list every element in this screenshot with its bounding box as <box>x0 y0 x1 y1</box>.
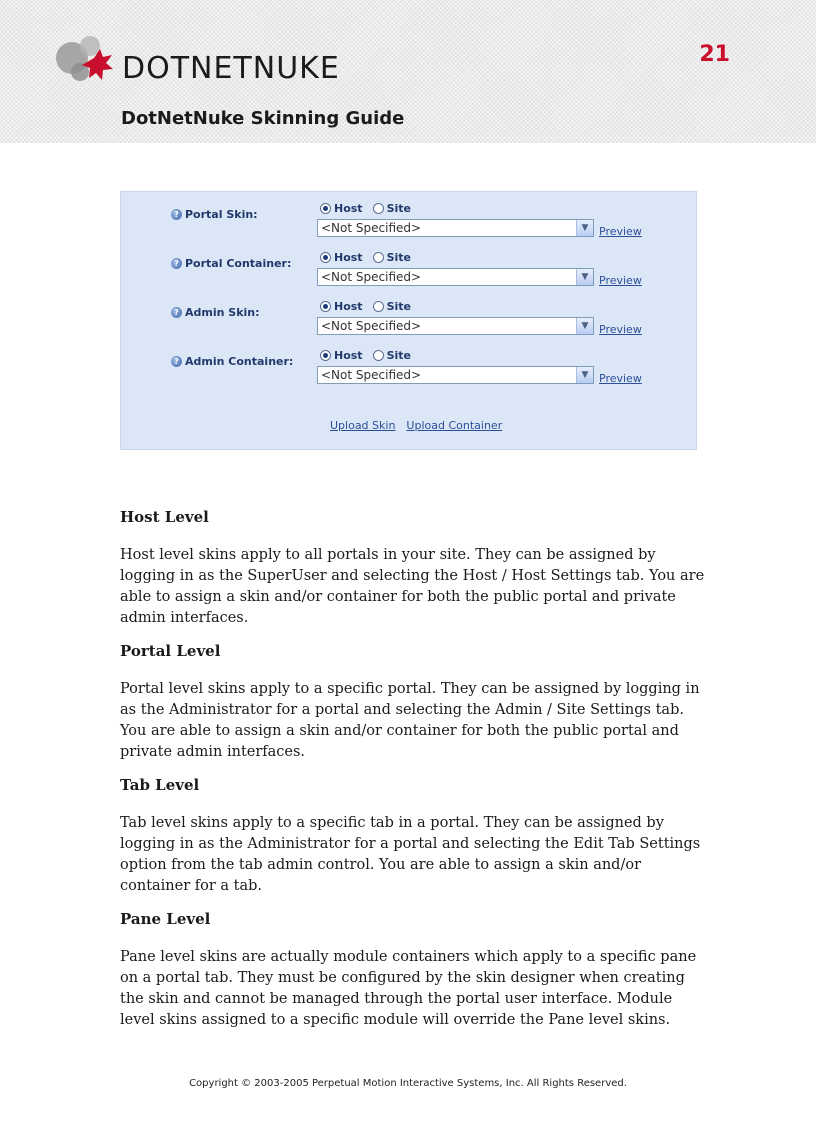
radio-site[interactable]: Site <box>373 202 411 215</box>
admin-container-select[interactable]: <Not Specified> ▼ <box>317 366 594 384</box>
section-paragraph: Host level skins apply to all portals in your site. They can be assigned by logging in as the SuperUser and selecting the Host / Host Settings tab. You are able to assign a skin and/or container for both the public portal and private admin interfaces. <box>120 547 705 626</box>
chevron-down-icon[interactable]: ▼ <box>576 367 593 383</box>
section-heading: Host Level <box>120 508 209 526</box>
dotnetnuke-logo-icon <box>50 28 120 90</box>
skin-settings-panel <box>120 191 697 450</box>
section-heading: Portal Level <box>120 642 221 660</box>
radio-button[interactable] <box>373 252 384 263</box>
radio-site[interactable]: Site <box>373 251 411 264</box>
upload-skin-link[interactable]: Upload Skin <box>330 419 396 432</box>
scope-radio-group <box>320 300 411 313</box>
admin-skin-select[interactable]: <Not Specified> ▼ <box>317 317 594 335</box>
scope-radio-group <box>320 202 411 215</box>
page-number: 21 <box>699 42 730 67</box>
radio-button[interactable] <box>320 301 331 312</box>
section-paragraph: Portal level skins apply to a specific portal. They can be assigned by logging in as the Administrator for a portal and selecting the Admin / Site Settings tab. You are able to assign a skin and/or container for both the public portal and private admin interfaces. <box>120 681 700 760</box>
settings-row-portal-container <box>121 241 696 287</box>
row-label: Admin Skin: <box>185 306 260 319</box>
radio-host[interactable]: Host <box>320 202 363 215</box>
chevron-down-icon[interactable]: ▼ <box>576 220 593 236</box>
radio-host[interactable]: Host <box>320 349 363 362</box>
row-label: Portal Container: <box>185 257 292 270</box>
radio-button[interactable] <box>320 252 331 263</box>
chevron-down-icon[interactable]: ▼ <box>576 269 593 285</box>
radio-host[interactable]: Host <box>320 300 363 313</box>
help-icon[interactable]: ? <box>171 356 182 367</box>
radio-site[interactable]: Site <box>373 300 411 313</box>
scope-radio-group <box>320 251 411 264</box>
settings-row-portal-skin <box>121 192 696 238</box>
page-header <box>0 0 816 143</box>
guide-title: DotNetNuke Skinning Guide <box>121 108 405 129</box>
radio-button[interactable] <box>320 203 331 214</box>
row-label: Portal Skin: <box>185 208 258 221</box>
section-paragraph: Pane level skins are actually module containers which apply to a specific pane on a portal tab. They must be configured by the skin designer when creating the skin and cannot be managed through the portal user interface. Module level skins assigned to a specific module will override the Pane level skins. <box>120 949 697 1028</box>
chevron-down-icon[interactable]: ▼ <box>576 318 593 334</box>
help-icon[interactable]: ? <box>171 258 182 269</box>
portal-container-select[interactable]: <Not Specified> ▼ <box>317 268 594 286</box>
section-heading: Pane Level <box>120 910 211 928</box>
section-paragraph: Tab level skins apply to a specific tab in a portal. They can be assigned by logging in as the Administrator for a portal and selecting the Edit Tab Settings option from the tab admin control. You are able to assign a skin and/or container for a tab. <box>120 815 701 894</box>
radio-host[interactable]: Host <box>320 251 363 264</box>
radio-site[interactable]: Site <box>373 349 411 362</box>
settings-row-admin-container <box>121 339 696 385</box>
help-icon[interactable]: ? <box>171 307 182 318</box>
radio-button[interactable] <box>373 350 384 361</box>
upload-links <box>330 419 502 432</box>
portal-skin-select[interactable]: <Not Specified> ▼ <box>317 219 594 237</box>
settings-row-admin-skin <box>121 290 696 336</box>
preview-link[interactable]: Preview <box>599 323 642 336</box>
help-icon[interactable]: ? <box>171 209 182 220</box>
preview-link[interactable]: Preview <box>599 274 642 287</box>
scope-radio-group <box>320 349 411 362</box>
preview-link[interactable]: Preview <box>599 372 642 385</box>
logo-wordmark: DOTNETNUKE <box>122 51 340 86</box>
row-label: Admin Container: <box>185 355 294 368</box>
section-heading: Tab Level <box>120 776 200 794</box>
radio-button[interactable] <box>373 203 384 214</box>
preview-link[interactable]: Preview <box>599 225 642 238</box>
radio-button[interactable] <box>373 301 384 312</box>
upload-container-link[interactable]: Upload Container <box>406 419 503 432</box>
radio-button[interactable] <box>320 350 331 361</box>
document-body <box>120 507 710 1043</box>
copyright-footer: Copyright © 2003-2005 Perpetual Motion Interactive Systems, Inc. All Rights Reserved. <box>189 1078 627 1089</box>
